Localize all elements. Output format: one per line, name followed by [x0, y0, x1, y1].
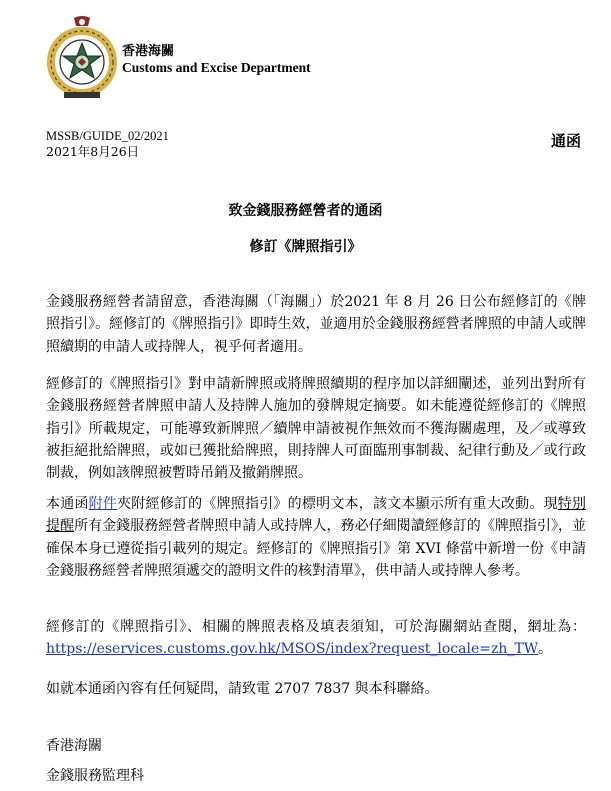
paragraph-annex-text-c: 所有金錢服務經營者牌照申請人或持牌人，務必仔細閱讀經修訂的《牌照指引》，並確保本身已遵從指引載列的規定。經修訂的《牌照指引》第 XVI 條當中新增一份《申請金錢服務經營者牌照須遞交的證明文件的核對清單》，供申請人或持牌人參考。: [46, 518, 587, 579]
circular-title: 致金錢服務經營者的通函: [228, 203, 383, 219]
paragraph-annex: [46, 493, 586, 582]
paragraph-announcement: 金錢服務經營者請留意，香港海關（「海關」）於2021 年 8 月 26 日公布經修訂的《牌照指引》。經修訂的《牌照指引》即時生效，並適用於金錢服務經營者牌照的申請人或牌照續期的申請人或持牌人，視乎何者適用。: [46, 294, 586, 355]
paragraph-website-end: 。: [538, 641, 553, 658]
circular-subtitle: 修訂《牌照指引》: [249, 239, 362, 255]
paragraph-annex-text-b: 夾附經修訂的《牌照指引》的標明文本，該文本顯示所有重大改動。現: [117, 496, 558, 512]
paragraph-annex-text-a: 本通函: [46, 496, 89, 512]
paragraph-website: [46, 616, 586, 661]
document-type: 通函: [551, 132, 582, 150]
issue-date: 2021年8月26日: [46, 144, 140, 159]
signature-division: 金錢服務監理科: [46, 768, 144, 784]
paragraph-enquiry: 如就本通函內容有任何疑問，請致電 2707 7837 與本科聯絡。: [46, 681, 439, 697]
special-reminder-emphasis: 特別提醒: [46, 496, 587, 535]
paragraph-website-text: 經修訂的《牌照指引》、相關的牌照表格及填表須知，可於海關網站查閱，網址為：: [46, 619, 586, 635]
org-name-english: Customs and Excise Department: [122, 60, 311, 75]
customs-website-link[interactable]: https://eservices.customs.gov.hk/MSOS/index?request_locale=zh_TW: [46, 641, 539, 658]
paragraph-details: 經修訂的《牌照指引》對申請新牌照或將牌照續期的程序加以詳細闡述，並列出對所有金錢服務經營者牌照申請人及持牌人施加的發牌規定摘要。如未能遵從經修訂的《牌照指引》所載規定，可能導致新牌照／續牌申請被視作無效而不獲海關處理，及／或導致被拒絕批給牌照，或如已獲批給牌照，則持牌人可面臨刑事制裁、紀律行動及／或行政制裁，例如該牌照被暫時吊銷及撤銷牌照。: [46, 376, 586, 482]
reference-number: MSSB/GUIDE_02/2021: [46, 129, 169, 143]
customs-emblem-icon: [44, 14, 120, 100]
signature-department: 香港海關: [46, 738, 102, 754]
org-name-chinese: 香港海關: [122, 44, 175, 59]
annex-link[interactable]: 附件: [88, 496, 118, 512]
